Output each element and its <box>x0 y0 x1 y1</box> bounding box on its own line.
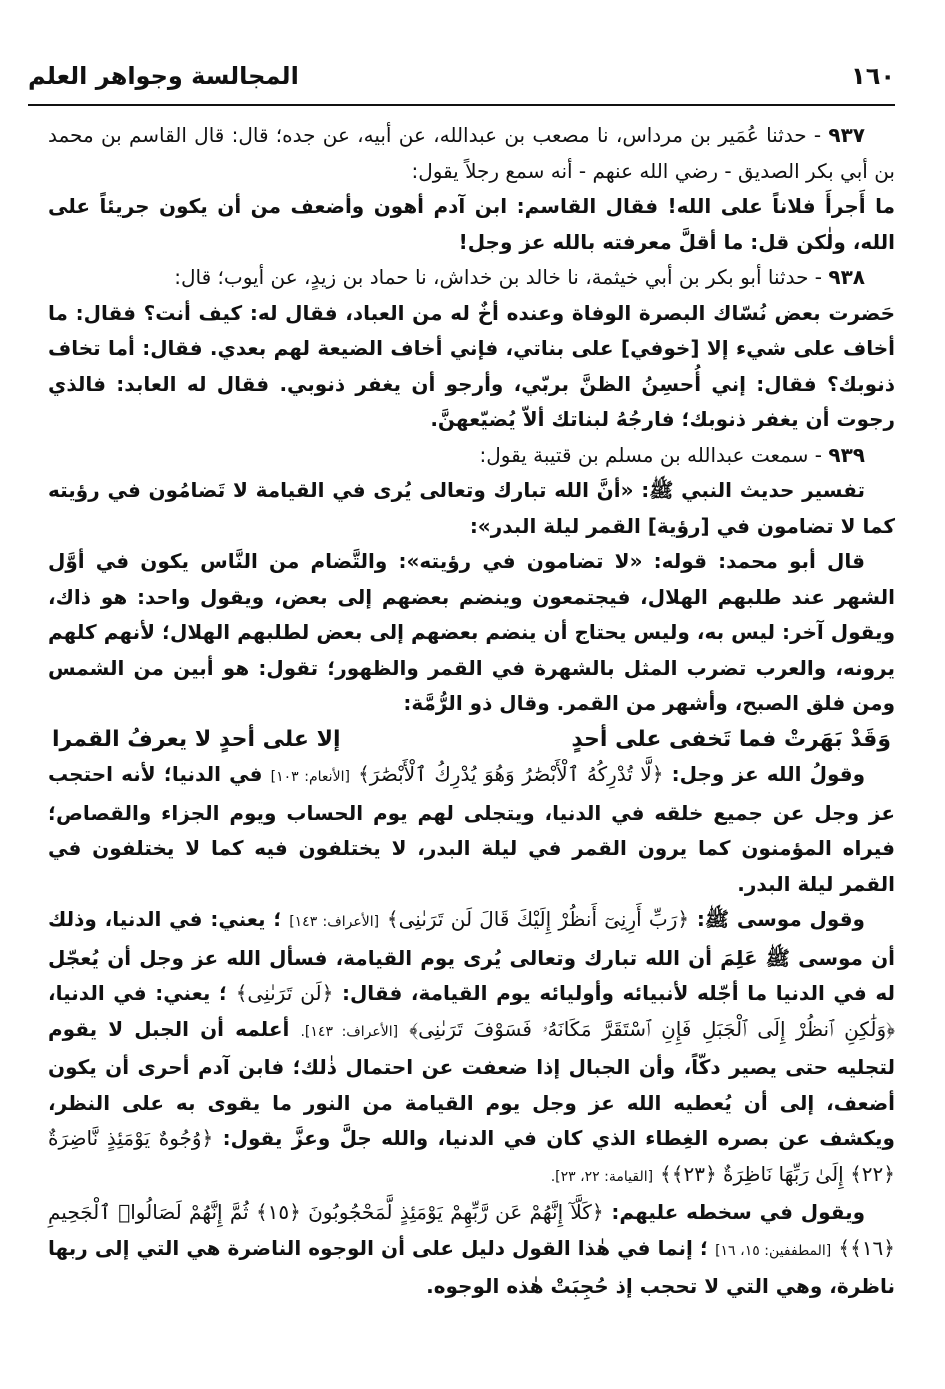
page-number: ١٦٠ <box>851 62 895 90</box>
entry-number: ٩٣٩ <box>828 442 865 467</box>
entry-937-text: ما أَجرأَ فلاناً على الله! فقال القاسم: ابن آدم أهون وأضعف من أن يكون جريئاً على الله، ولٰكن قل: ما أقلَّ معرفته بالله عز وجل! <box>48 194 895 254</box>
entry-number: ٩٣٨ <box>828 265 865 289</box>
verse-first-hemistich: وَقَدْ بَهَرتْ فما تَخفى على أحدٍ <box>571 726 891 752</box>
verse-second-hemistich: إلا على أحدٍ لا يعرفُ القمرا <box>52 726 341 752</box>
quran-quote: ﴿لَّا تُدْرِكُهُ ٱلْأَبْصَٰرُ وَهُوَ يُدْرِكُ ٱلْأَبْصَٰرَ﴾ <box>358 762 664 786</box>
quran-reference: [الأعراف: ١٤٣]. <box>300 1023 399 1040</box>
text-run: في الدنيا؛ لأنه احتجب عز وجل عن جميع خلقه في الدنيا، ويتجلى لهم يوم الحساب ويوم الجزاء والقصاص؛ فيراه المؤمنون كما يرون القمر في ليلة البدر، لا يختلفون فيه كما لا يختلفون في القمر ليلة البدر. <box>48 762 895 896</box>
explanation-text: قال أبو محمد: قوله: «لا تضامون في رؤيته»: والتَّضام من النَّاس يكون في أوَّل الشهر عند طلبهم الهلال، فيجتمعون وينضم بعضهم إلى بعض، ويقول واحد: هو ذاك، ويقول آخر: ليس به، وليس يحتاج أن ينضم بعضهم إلى بعض لطلبهم الهلال؛ لأنهم كلهم يرونه، والعرب تضرب المثل بالشهرة في القمر والظهور؛ تقول: هو أبين من الشمس ومن فلق الصبح، وأشهر من القمر. وقال ذو الرُّمَّة: <box>48 549 895 715</box>
page-header <box>28 56 895 106</box>
quran-quote: ﴿وُجُوهٌ يَوْمَئِذٍ نَّاضِرَةٌ ﴿٢٢﴾ إِلَىٰ رَبِّهَا نَاظِرَةٌ ﴿٢٣﴾﴾ <box>48 1126 895 1186</box>
paragraph-musa <box>48 902 895 1195</box>
text-run: ويقول في سخطه عليهم: <box>611 1200 866 1224</box>
text-run: ؛ يعني: في الدنيا، <box>48 981 228 1005</box>
entry-937-isnad <box>48 118 895 189</box>
text-run: أعلمه أن الجبل لا يقوم لتجليه حتى يصير دكّاً، وأن الجبال إذا ضعفت عن احتمال ذٰلك؛ فابن آدم أحرى أن يكون أضعف، إلى أن يُعطيه الله عز وجل يوم القيامة من النور ما يقوى به على النظر، ويكشف عن بصره الغِطاء الذي كان في الدنيا، والله جلَّ وعزَّ يقول: <box>48 1016 895 1150</box>
quran-quote: ﴿وَلَٰكِنِ ٱنظُرْ إِلَى ٱلْجَبَلِ فَإِنِ ٱسْتَقَرَّ مَكَانَهُۥ فَسَوْفَ تَرَىٰنِى﴾ <box>409 1016 895 1041</box>
entry-939-isnad <box>48 438 895 474</box>
text-run: ؛ يعني: في الدنيا، وذلك أن موسى ﷺ عَلِمَ أن الله تبارك وتعالى يُرى يوم القيامة، فسأل الله عز وجل أن يُعجّل له في الدنيا ما أجّله لأنبيائه وأوليائه يوم القيامة، فقال: <box>48 907 895 1005</box>
quran-quote: ﴿رَبِّ أَرِنِىٓ أَنظُرْ إِلَيْكَ قَالَ لَن تَرَىٰنِى﴾ <box>386 907 690 931</box>
quran-quote: ﴿كَلَّآ إِنَّهُمْ عَن رَّبِّهِمْ يَوْمَئِذٍ لَّمَحْجُوبُونَ ﴿١٥﴾ ثُمَّ إِنَّهُمْ لَصَالُوا۟ ٱلْجَحِيمِ ﴿١٦﴾﴾ <box>48 1200 896 1260</box>
quran-reference: [الأنعام: ١٠٣] <box>270 769 350 785</box>
isnad-text: - حدثنا أبو بكر بن أبي خيثمة، نا خالد بن خداش، نا حماد بن زيدٍ، عن أيوب؛ قال: <box>174 265 823 289</box>
quran-quote: ﴿لَن تَرَىٰنِى﴾ <box>235 981 334 1005</box>
text-run: وقولُ الله عز وجل: <box>671 762 866 786</box>
hadith-text: تفسير حديث النبي ﷺ: «أنَّ الله تبارك وتعالى يُرى في القيامة لا تَضامُون في رؤيته كما لا تضامون في [رؤية] القمر ليلة البدر»: <box>48 478 895 538</box>
entry-938-isnad <box>48 260 895 296</box>
isnad-text: - حدثنا عُمَير بن مرداس، نا مصعب بن عبدالله، عن أبيه، عن جده؛ قال: قال القاسم بن محمد بن أبي بكر الصديق - رضي الله عنهم - أنه سمع رجلاً يقول: <box>48 123 895 183</box>
quran-reference: [الأعراف: ١٤٣] <box>289 914 380 930</box>
entry-number: ٩٣٧ <box>828 123 865 147</box>
text-run: ؛ إنما في هٰذا القول دليل على أن الوجوه الناضرة هي التي إلى ربها ناظرة، وهي التي لا تحجب إذ حُجِبَتْ هٰذه الوجوه. <box>48 1235 895 1298</box>
body-text <box>48 118 895 1305</box>
entry-938-text: حَضرت بعض نُسّاك البصرة الوفاة وعنده أخٌ له من العباد، فقال له: كيف أنت؟ فقال: ما أخاف على شيء إلا [خوفي] على بناتي، فإني أخاف الضيعة لهم بعدي. فقال: أما تخاف ذنوبك؟ فقال: إني أُحسِنُ الظنَّ بربّي، وأرجو أن يغفر ذنوبي. فقال له العابد: فالذي رجوت أن يغفر ذنوبك؛ فارجُهُ لبناتك ألاّ يُضيّعهنَّ. <box>48 300 895 431</box>
paragraph-mutaffifin <box>48 1195 895 1305</box>
quran-reference: [المطففين: ١٥، ١٦] <box>715 1242 832 1259</box>
quran-reference: [القيامة: ٢٢، ٢٣]. <box>550 1168 654 1185</box>
paragraph-anam <box>48 757 895 902</box>
isnad-text: - سمعت عبدالله بن مسلم بن قتيبة يقول: <box>479 442 823 467</box>
poetry-verse <box>48 722 895 758</box>
text-run: وقول موسى ﷺ: <box>696 907 865 931</box>
running-title: المجالسة وجواهر العلم <box>28 62 299 90</box>
